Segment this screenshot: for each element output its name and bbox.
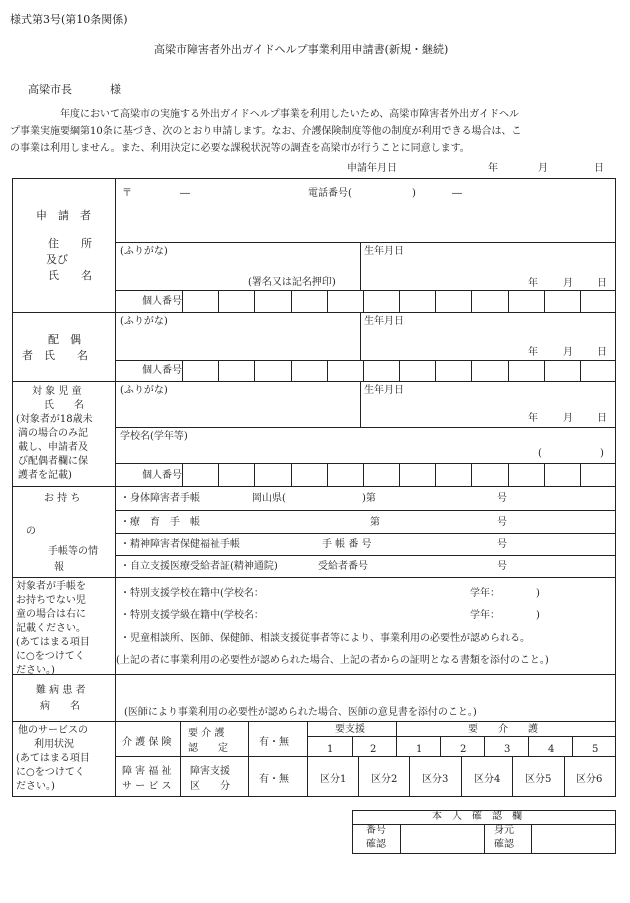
disease-note: (医師により事業利用の必要性が認められた場合、医師の意見書を添付のこと。) [124, 707, 477, 718]
addressee: 高梁市長 [28, 83, 72, 96]
number-confirm-1: 番号 [366, 825, 386, 836]
kubun-label-2: 区 分 [190, 781, 230, 792]
kaigo-nintei-1: 要 介 護 [188, 728, 225, 739]
number-confirm-field[interactable] [401, 825, 484, 854]
applicant-birth-month: 月 [563, 278, 573, 289]
child-label-1: 対 象 児 童 [32, 386, 82, 397]
consultation-recognized: ・児童相談所、医師、保健師、相談支援従事者等により、事業利用の必要性が認められる。 [120, 633, 530, 644]
spouse-label-1: 配 偶 [48, 333, 81, 346]
applicant-name-label: 氏 名 [48, 269, 92, 282]
services-label-4: に○をつけてく [16, 767, 85, 778]
applicant-birth-label: 生年月日 [364, 246, 404, 257]
phone-dash: ― [452, 188, 462, 199]
applicant-label: 申 請 者 [36, 209, 91, 222]
spouse-birth-day: 日 [597, 347, 607, 358]
disease-label-1: 難 病 患 者 [36, 685, 86, 696]
identity-confirm-field[interactable] [532, 825, 615, 854]
services-label-3: (あてはまる項目 [16, 753, 90, 764]
application-date-day: 日 [594, 163, 604, 174]
handbook-mental: ・精神障害者保健福祉手帳 [120, 539, 240, 550]
application-form-grid [12, 178, 616, 797]
shogai-fukushi-2: サ ー ビ ス [122, 781, 172, 792]
child-label-7: 護者を記載) [18, 470, 72, 481]
child-label-2: 氏 名 [44, 400, 84, 411]
child-school-label: 学校名(学年等) [120, 431, 188, 442]
phone-label: 電話番号( [308, 188, 352, 199]
honorific: 様 [110, 83, 121, 96]
special-school-grade: 学年： [470, 588, 500, 599]
special-class: ・特別支援学級在籍中(学校名： [120, 610, 264, 621]
no-handbook-label-2: お持ちでない児 [16, 595, 86, 606]
child-label-4: 満の場合のみ記 [18, 428, 88, 439]
kubun-3[interactable]: 区分3 [422, 774, 449, 785]
spouse-birth-year: 年 [528, 347, 538, 358]
applicant-birth-year: 年 [528, 278, 538, 289]
applicant-seal-note: (署名又は記名押印) [248, 277, 336, 288]
no-handbook-label-3: 童の場合は右に [16, 609, 86, 620]
kubun-4[interactable]: 区分4 [474, 774, 501, 785]
special-school: ・特別支援学校在籍中(学校名： [120, 588, 264, 599]
child-label-3: (対象者が18歳未 [16, 414, 93, 425]
shogai-umu[interactable]: 有・無 [259, 774, 289, 785]
handbook-jiritsu-go: 号 [497, 561, 507, 572]
kubun-6[interactable]: 区分6 [576, 774, 603, 785]
handbook-physical-go: 号 [497, 493, 507, 504]
shogai-fukushi-1: 障 害 福 祉 [122, 766, 172, 777]
kubun-2[interactable]: 区分2 [371, 774, 398, 785]
handbook-physical-pref: 岡山県( [252, 493, 286, 504]
handbook-jiritsu: ・自立支援医療受給者証(精神通院) [120, 561, 278, 572]
application-date-label: 申請年月日 [347, 163, 397, 174]
yokaigo-level-4[interactable]: 4 [548, 744, 555, 755]
yokaigo-level-3[interactable]: 3 [504, 744, 511, 755]
handbook-label-2: の [26, 526, 36, 537]
applicant-furigana: (ふりがな) [120, 246, 168, 257]
handbook-ryoiku-go: 号 [497, 517, 507, 528]
handbook-ryoiku: ・療 育 手 帳 [120, 517, 200, 528]
spouse-label-2: 者 氏 名 [22, 349, 88, 362]
child-mynumber-label: 個人番号 [142, 470, 182, 481]
application-date-year: 年 [488, 163, 498, 174]
applicant-birth-day: 日 [597, 278, 607, 289]
applicant-mynumber-label: 個人番号 [142, 296, 182, 307]
yokaigo-level-2[interactable]: 2 [460, 744, 467, 755]
handbook-physical-no: )第 [362, 493, 376, 504]
body-line-3: の事業は利用しません。また、利用決定に必要な課税状況等の調査を高梁市が行うことに同意します。 [10, 143, 470, 154]
application-date-month: 月 [538, 163, 548, 174]
my-number-digit-grids [12, 178, 616, 797]
child-birth-label: 生年月日 [364, 385, 404, 396]
disease-label-2: 病 名 [40, 701, 80, 712]
handbook-label-3: 手帳等の情 [48, 546, 98, 557]
handbook-label-1: お 持 ち [44, 493, 81, 504]
kaigo-umu[interactable]: 有・無 [259, 737, 289, 748]
no-handbook-label-6: に○をつけてく [16, 651, 85, 662]
special-class-close: ) [536, 610, 540, 621]
no-handbook-label-7: ださい。) [16, 665, 55, 676]
confirmation-title: 本 人 確 認 欄 [432, 811, 522, 822]
services-label-5: ださい。) [16, 781, 55, 792]
child-label-5: 載し、申請者及 [18, 442, 88, 453]
yoshien-header: 要支援 [335, 724, 365, 735]
applicant-and-label: 及び [46, 253, 68, 266]
spouse-birth-label: 生年月日 [364, 316, 404, 327]
handbook-jiritsu-no-label: 受給者番号 [318, 561, 368, 572]
handbook-mental-no-label: 手 帳 番 号 [322, 539, 372, 550]
identity-confirm-1: 身元 [494, 825, 514, 836]
child-school-paren-close: ) [600, 448, 604, 459]
child-birth-month: 月 [563, 413, 573, 424]
spouse-mynumber-label: 個人番号 [142, 365, 182, 376]
yoshien-level-2[interactable]: 2 [370, 744, 377, 755]
kubun-1[interactable]: 区分1 [320, 774, 347, 785]
no-handbook-label-5: (あてはまる項目 [16, 637, 90, 648]
child-school-paren-open: ( [538, 448, 542, 459]
form-number: 様式第3号(第10条関係) [10, 13, 128, 26]
postal-mark: 〒 [122, 188, 132, 199]
services-label-2: 利用状況 [34, 739, 74, 750]
child-furigana: (ふりがな) [120, 385, 168, 396]
yokaigo-level-5[interactable]: 5 [592, 744, 599, 755]
no-handbook-label-4: 記載ください。 [16, 623, 86, 634]
handbook-physical: ・身体障害者手帳 [120, 493, 200, 504]
identity-confirm-2: 確認 [494, 839, 514, 850]
number-confirm-2: 確認 [366, 839, 386, 850]
spouse-furigana: (ふりがな) [120, 316, 168, 327]
child-birth-day: 日 [597, 413, 607, 424]
child-birth-year: 年 [528, 413, 538, 424]
yokaigo-header: 要 介 護 [468, 724, 538, 735]
spouse-birth-month: 月 [563, 347, 573, 358]
applicant-address-label: 住 所 [48, 237, 92, 250]
kaigo-nintei-2: 認 定 [188, 743, 228, 754]
yokaigo-level-1[interactable]: 1 [416, 744, 423, 755]
phone-close: ) [412, 188, 416, 199]
special-class-grade: 学年： [470, 610, 500, 621]
no-handbook-label-1: 対象者が手帳を [16, 581, 86, 592]
kaigo-hoken: 介 護 保 険 [122, 737, 172, 748]
services-label-1: 他のサービスの [18, 725, 88, 736]
handbook-label-4: 報 [54, 562, 64, 573]
kubun-5[interactable]: 区分5 [525, 774, 552, 785]
handbook-mental-go: 号 [497, 539, 507, 550]
consultation-attachment-note: (上記の者に事業利用の必要性が認められた場合、上記の者からの証明となる書類を添付のこと。) [116, 655, 549, 666]
postal-dash: ― [180, 188, 190, 199]
body-line-1: 年度において高梁市の実施する外出ガイドヘルプ事業を利用したいため、高梁市障害者外出ガイドヘル [60, 109, 519, 120]
handbook-ryoiku-no: 第 [370, 517, 380, 528]
form-title: 高梁市障害者外出ガイドヘルプ事業利用申請書(新規・継続) [154, 43, 449, 56]
body-line-2: プ事業実施要綱第10条に基づき、次のとおり申請します。なお、介護保険制度等他の制度が利用できる場合は、こ [10, 126, 522, 137]
child-label-6: び配偶者欄に保 [18, 456, 88, 467]
yoshien-level-1[interactable]: 1 [327, 744, 334, 755]
kubun-label-1: 障害支援 [190, 766, 230, 777]
special-school-close: ) [536, 588, 540, 599]
